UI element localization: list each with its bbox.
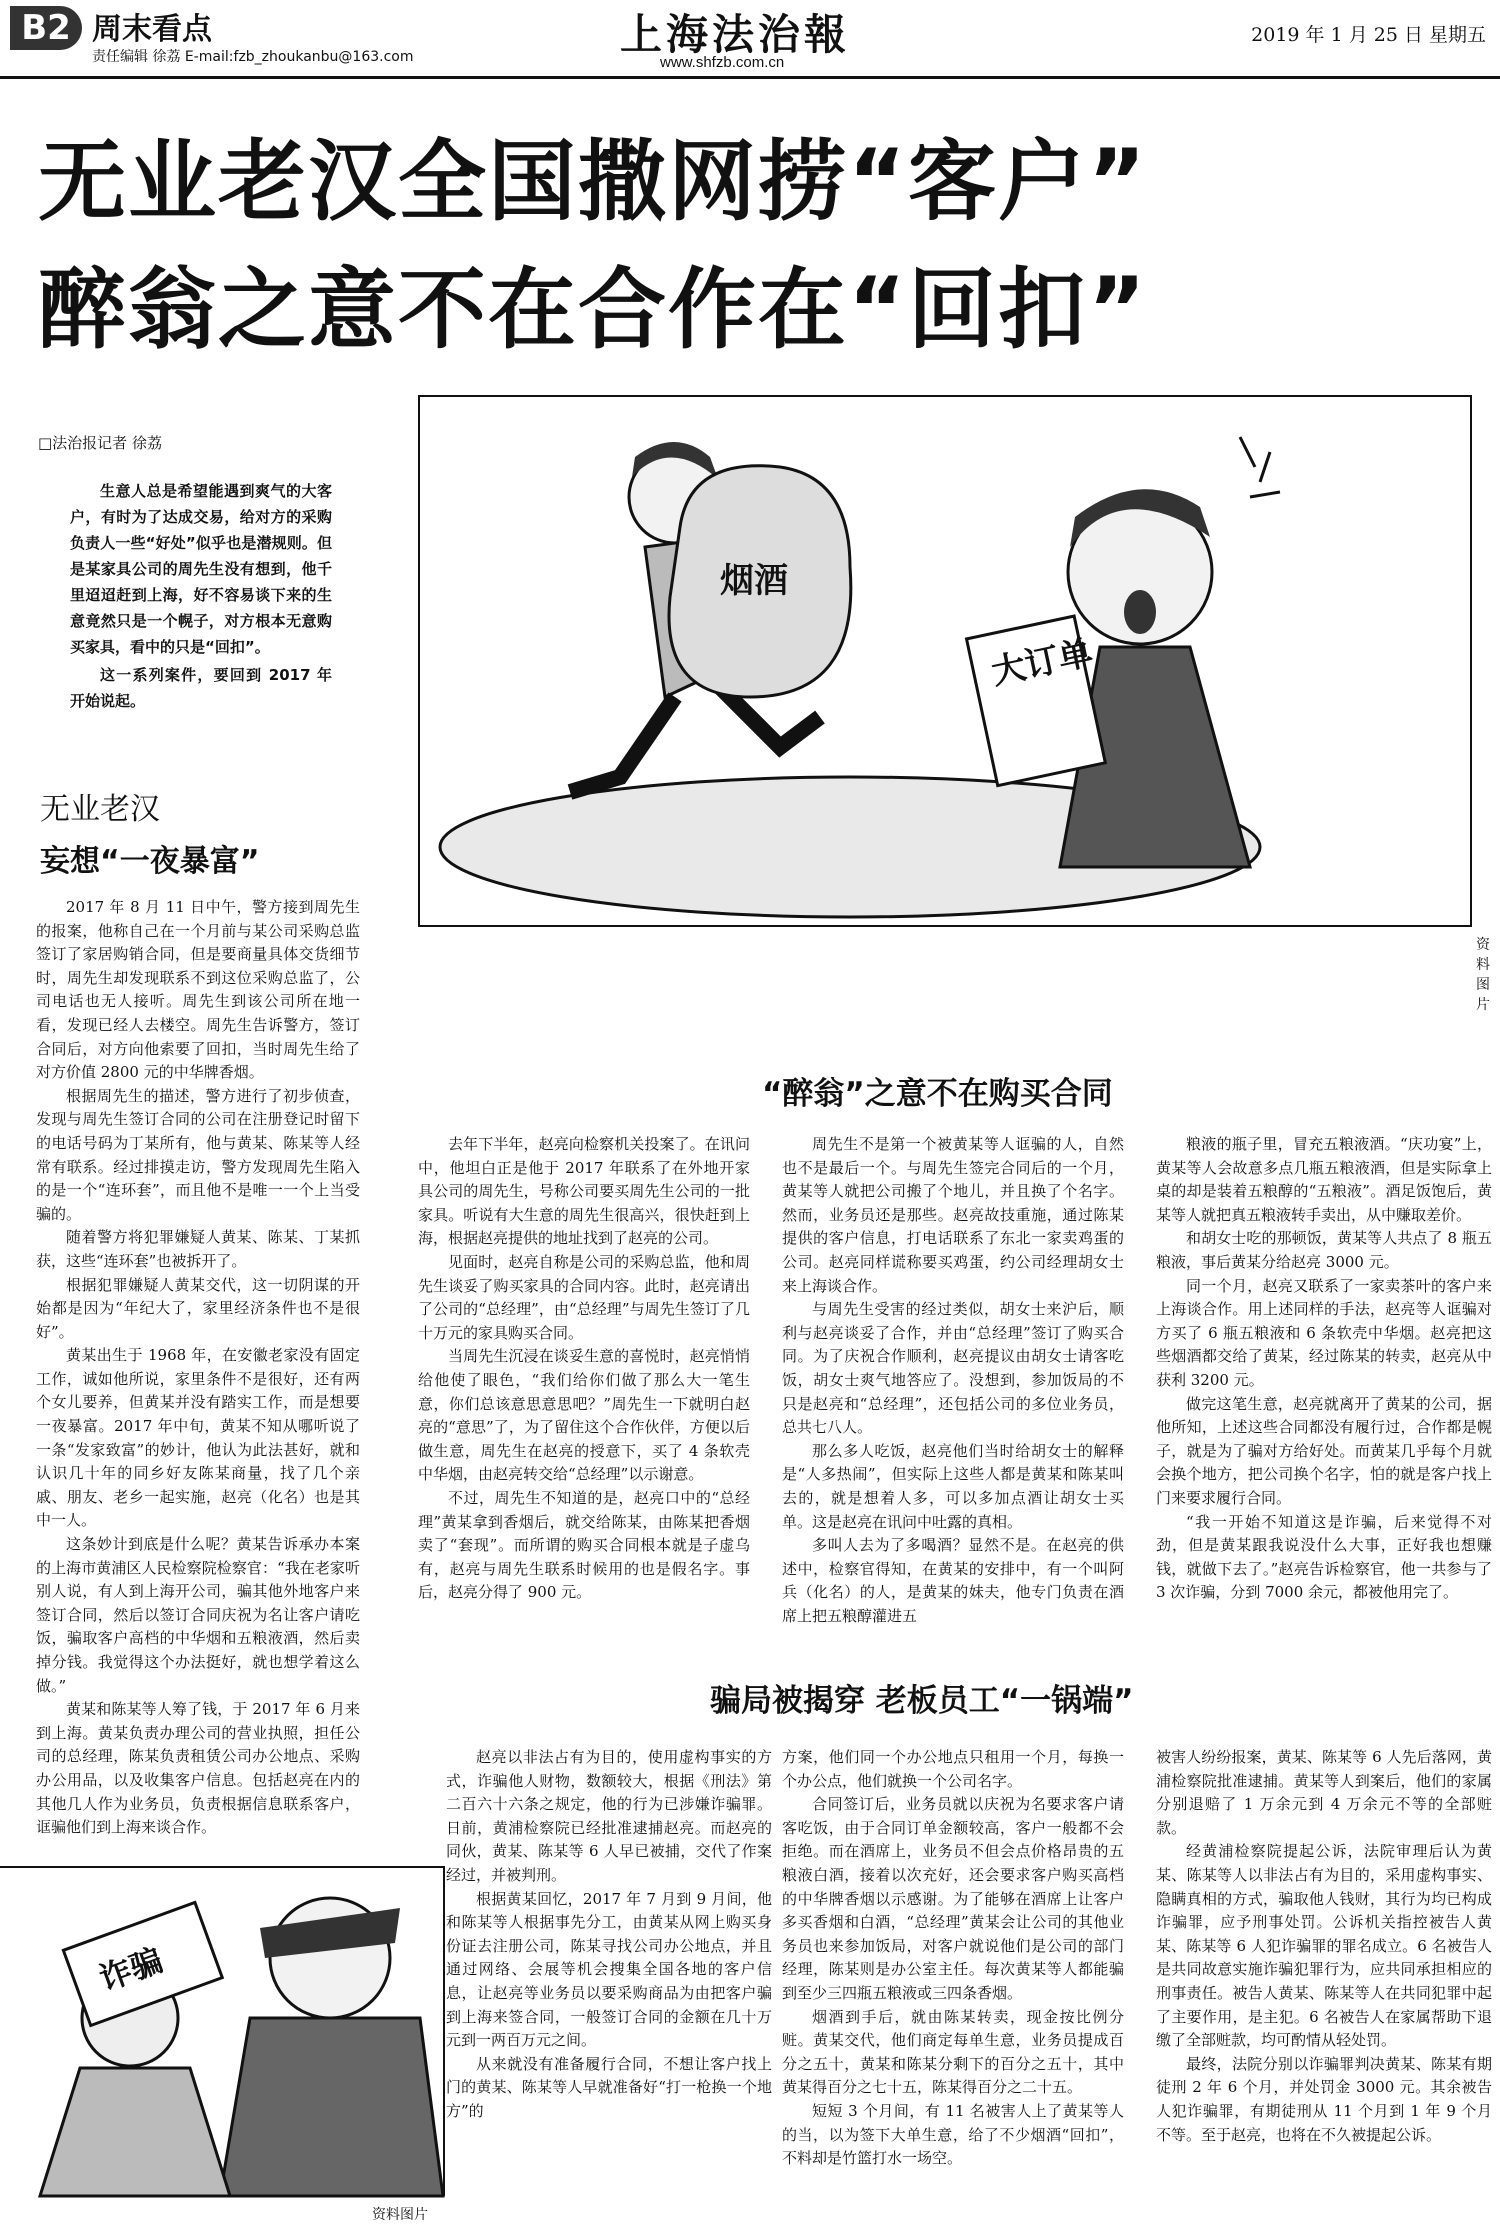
article-column-4 — [1156, 1133, 1492, 1655]
paragraph: 周先生不是第一个被黄某等人诓骗的人，自然也不是最后一个。与周先生签完合同后的一个月，黄某等人就把公司搬了个地儿，并且换了个名字。然而，业务员还是那些。赵亮故技重施，通过陈某提供的客户信息，打电话联系了东北一家卖鸡蛋的公司。赵亮同样谎称要买鸡蛋，约公司经理胡女士来上海谈合作。 — [782, 1135, 1124, 1295]
headline-line-1: 无业老汉全国撒网捞“客户” — [38, 130, 1148, 233]
subhead-1b: 妄想“一夜暴富” — [40, 844, 260, 879]
paragraph: 从来就没有准备履行合同，不想让客户找上门的黄某、陈某等人早就准备好“打一枪换一个地方”的 — [446, 2054, 772, 2120]
illustration-credit-2: 资料图片 — [372, 2207, 428, 2223]
paragraph: 短短 3 个月间，有 11 名被害人上了黄某等人的当，以为签下大单生意，给了不少烟酒“回扣”，不料却是竹篮打水一场空。 — [782, 2101, 1124, 2168]
article-column-1 — [36, 896, 360, 1837]
paragraph: 和胡女士吃的那顿饭，黄某等人共点了 8 瓶五粮液，事后黄某分给赵亮 3000 元。 — [1156, 1229, 1492, 1271]
paragraph: 见面时，赵亮自称是公司的采购总监，他和周先生谈妥了购买家具的合同内容。此时，赵亮请出了公司的“总经理”，由“总经理”与周先生签订了几十万元的家具购买合同。 — [418, 1252, 750, 1342]
bag-label: 烟酒 — [720, 561, 788, 601]
paragraph: 做完这笔生意，赵亮就离开了黄某的公司，据他所知，上述这些合同都没有履行过，合作都是幌子，就是为了骗对方给好处。而黄某几乎每个月就会换个地方，把公司换个名字，怕的就是客户找上门来要求履行合同。 — [1156, 1394, 1492, 1507]
illustration-credit-1: 资料图片 — [1476, 937, 1490, 1013]
lead-paragraph — [70, 478, 332, 716]
section-title: 周末看点 — [92, 12, 212, 47]
paragraph: 方案，他们同一个办公地点只租用一个月，每换一个办公点，他们就换一个公司名字。 — [782, 1748, 1124, 1790]
paragraph: 这条妙计到底是什么呢？黄某告诉承办本案的上海市黄浦区人民检察院检察官：“我在老家听别人说，有人到上海开公司，骗其他外地客户来签订合同，然后以签订合同庆祝为名让客户请吃饭，骗取客户高档的中华烟和五粮液酒，然后卖掉分钱。我觉得这个办法挺好，就也想学着这么做。” — [36, 1535, 360, 1695]
article-column-3 — [782, 1133, 1124, 1655]
paragraph: 不过，周先生不知道的是，赵亮口中的“总经理”黄某拿到香烟后，就交给陈某，由陈某把香烟卖了“套现”。而所谓的购买合同根本就是子虚乌有，赵亮与周先生联系时候用的也是假名字。事后，赵亮分得了 900 元。 — [418, 1488, 750, 1602]
paragraph: “我一开始不知道这是诈骗，后来觉得不对劲，但是黄某跟我说没什么大事，正好我也想赚钱，就做下去了。”赵亮告诉检察官，他一共参与了 3 次诈骗，分到 7000 余元，都被他用完了。 — [1156, 1512, 1492, 1602]
paragraph: 被害人纷纷报案，黄某、陈某等 6 人先后落网，黄浦检察院批准逮捕。黄某等人到案后，他们的家属分别退赔了 1 万余元到 4 万余元不等的全部赃款。 — [1156, 1748, 1492, 1837]
paragraph: 黄某出生于 1968 年，在安徽老家没有固定工作，诚如他所说，家里条件不是很好，还有两个女儿要养，但黄某并没有踏实工作，而是想要一夜暴富。2017 年中旬，黄某不知从哪听说了一条“发家致富”的妙计，他认为此法甚好，就和认识几十年的同乡好友陈某商量，找了几个亲戚、朋友、老乡一起实施，赵亮（化名）也是其中一人。 — [36, 1346, 360, 1530]
cartoon-illustration — [418, 395, 1472, 927]
headline-line-2: 醉翁之意不在合作在“回扣” — [38, 258, 1148, 361]
paragraph: 同一个月，赵亮又联系了一家卖茶叶的客户来上海谈合作。用上述同样的手法，赵亮等人诓骗对方买了 6 瓶五粮液和 6 条软壳中华烟。赵亮把这些烟酒都交给了黄某，经过陈某的转卖，赵亮从中获利 3200 元。 — [1156, 1276, 1492, 1389]
police-cartoon — [0, 1866, 445, 2196]
paragraph: 赵亮以非法占有为目的，使用虚构事实的方式，诈骗他人财物，数额较大，根据《刑法》第二百六十六条之规定，他的行为已涉嫌诈骗罪。日前，黄浦检察院已经批准逮捕赵亮。而赵亮的同伙，黄某、陈某等 6 人早已被捕，交代了作案经过，并被判刑。 — [446, 1748, 772, 1884]
subhead-1a: 无业老汉 — [40, 792, 160, 827]
paragraph: 根据周先生的描述，警方进行了初步侦查，发现与周先生签订合同的公司在注册登记时留下的电话号码为丁某所有，他与黄某、陈某等人经常有联系。经过排摸走访，警方发现周先生陷入的是一个“连环套”，而且他不是唯一一个上当受骗的。 — [36, 1086, 360, 1223]
paragraph: 根据黄某回忆，2017 年 7 月到 9 月间，他和陈某等人根据事先分工，由黄某从网上购买身份证去注册公司，陈某寻找公司办公地点，并且通过网络、会展等机会搜集全国各地的客户信息，让赵亮等业务员以要采购商品为由把客户骗到上海来签合同，一般签订合同的金额在几十万元到一两百万元之间。 — [446, 1889, 772, 2050]
article-column-5 — [446, 1746, 772, 2224]
fraud-label: 诈骗 — [94, 1940, 168, 1999]
cartoon-drawing — [420, 397, 1470, 925]
lead-text-2: 这一系列案件，要回到 2017 年开始说起。 — [70, 666, 332, 710]
paragraph: 当周先生沉浸在谈妥生意的喜悦时，赵亮悄悄给他使了眼色，“我们给你们做了那么大一笔生意，你们总该意思意思吧？”周先生一下就明白赵亮的“意思”了，为了留住这个合作伙伴，方便以后做生意，周先生在赵亮的授意下，买了 4 条软壳中华烟，由赵亮转交给“总经理”以示谢意。 — [418, 1347, 750, 1484]
subhead-2: “醉翁”之意不在购买合同 — [762, 1076, 1113, 1112]
paragraph: 黄某和陈某等人筹了钱，于 2017 年 6 月来到上海。黄某负责办理公司的营业执照，担任公司的总经理，陈某负责租赁公司办公地点、采购办公用品，以及收集客户信息。包括赵亮在内的其他几人作为业务员，负责根据信息联系客户，诓骗他们到上海来谈合作。 — [36, 1700, 360, 1837]
page-badge: B2 — [10, 6, 82, 50]
police-drawing — [0, 1868, 443, 2196]
article-column-2 — [418, 1133, 750, 1655]
header-rule — [0, 76, 1500, 79]
issue-date: 2019 年 1 月 25 日 星期五 — [1251, 24, 1486, 46]
paper-label: 大订单 — [988, 632, 1097, 693]
subhead-3: 骗局被揭穿 老板员工“一锅端” — [710, 1683, 1134, 1719]
paragraph: 去年下半年，赵亮向检察机关投案了。在讯问中，他坦白正是他于 2017 年联系了在外地开家具公司的周先生，号称公司要买周先生公司的一批家具。听说有大生意的周先生很高兴，很快赶到上海，根据赵亮提供的地址找到了赵亮的公司。 — [418, 1135, 750, 1248]
article-column-6 — [782, 1746, 1124, 2224]
newspaper-logo: 上海法治報 — [620, 10, 851, 59]
paragraph: 经黄浦检察院提起公诉，法院审理后认为黄某、陈某等人以非法占有为目的，采用虚构事实、隐瞒真相的方式，骗取他人钱财，其行为均已构成诈骗罪，应予刑事处罚。公诉机关指控被告人黄某、陈某等 6 人犯诈骗罪的罪名成立。6 名被告人是共同故意实施诈骗犯罪行为，应共同承担相应的刑事责任。被告人黄某、陈某等人在共同犯罪中起了主要作用，是主犯。6 名被告人在家属帮助下退缴了全部赃款，均可酌情从轻处罚。 — [1156, 1842, 1492, 2050]
paragraph: 多叫人去为了多喝酒？显然不是。在赵亮的供述中，检察官得知，在黄某的安排中，有一个叫阿兵（化名）的人，是黄某的妹夫，他专门负责在酒席上把五粮醇灌进五 — [782, 1536, 1124, 1625]
paragraph: 与周先生受害的经过类似，胡女士来沪后，顺利与赵亮谈妥了合作，并由“总经理”签订了购买合同。为了庆祝合作顺利，赵亮提议由胡女士请客吃饭，胡女士爽气地答应了。没想到，参加饭局的不只是赵亮和“总经理”，还包括公司的多位业务员，总共七八人。 — [782, 1300, 1124, 1437]
paragraph: 随着警方将犯罪嫌疑人黄某、陈某、丁某抓获，这些“连环套”也被拆开了。 — [36, 1228, 360, 1270]
editor-line: 责任编辑 徐荔 E-mail:fzb_zhoukanbu@163.com — [92, 49, 414, 65]
paragraph: 2017 年 8 月 11 日中午，警方接到周先生的报案，他称自己在一个月前与某公司采购总监签订了家居购销合同，但是要商量具体交货细节时，周先生却发现联系不到这位采购总监了，公司电话也无人接听。周先生到该公司所在地一看，发现已经人去楼空。周先生告诉警方，签订合同后，对方向他索要了回扣，当时周先生给了对方价值 2800 元的中华牌香烟。 — [36, 898, 360, 1082]
paragraph: 合同签订后，业务员就以庆祝为名要求客户请客吃饭，由于合同订单金额较高，客户一般都不会拒绝。而在酒席上，业务员不但会点价格昂贵的五粮液白酒，接着以次充好，还会要求客户购买高档的中华牌香烟以示感谢。为了能够在酒席上让客户多买香烟和白酒，“总经理”黄某会让公司的其他业务员也来参加饭局，对客户就说他们是公司的部门经理，陈某则是办公室主任。每次黄某等人都能骗到至少三四瓶五粮液或三四条香烟。 — [782, 1795, 1124, 2002]
lead-text-1: 生意人总是希望能遇到爽气的大客户，有时为了达成交易，给对方的采购负责人一些“好处”似乎也是潜规则。但是某家具公司的周先生没有想到，他千里迢迢赶到上海，好不容易谈下来的生意竟然只是一个幌子，对方根本无意购买家具，看中的只是“回扣”。 — [70, 482, 332, 656]
newspaper-url: www.shfzb.com.cn — [660, 54, 785, 71]
paragraph: 那么多人吃饭，赵亮他们当时给胡女士的解释是“人多热闹”，但实际上这些人都是黄某和陈某叫去的，就是想着人多，可以多加点酒让胡女士买单。这是赵亮在讯问中吐露的真相。 — [782, 1441, 1124, 1531]
paragraph: 最终，法院分别以诈骗罪判决黄某、陈某有期徒刑 2 年 6 个月，并处罚金 3000 元。其余被告人犯诈骗罪，有期徒刑从 11 个月到 1 年 9 个月不等。至于赵亮，也将在不久被提起公诉。 — [1156, 2054, 1492, 2144]
article-column-7 — [1156, 1746, 1492, 2224]
paragraph: 粮液的瓶子里，冒充五粮液酒。“庆功宴”上，黄某等人会故意多点几瓶五粮液酒，但是实际拿上桌的却是装着五粮醇的“五粮液”。酒足饭饱后，黄某等人就把真五粮液转手卖出，从中赚取差价。 — [1156, 1135, 1492, 1224]
paragraph: 根据犯罪嫌疑人黄某交代，这一切阴谋的开始都是因为“年纪大了，家里经济条件也不是很好”。 — [36, 1275, 360, 1341]
paragraph: 烟酒到手后，就由陈某转卖，现金按比例分赃。黄某交代，他们商定每单生意，业务员提成百分之五十，黄某和陈某分剩下的百分之五十，其中黄某得百分之七十五，陈某得百分之二十五。 — [782, 2007, 1124, 2097]
byline: □法治报记者 徐荔 — [38, 434, 162, 452]
